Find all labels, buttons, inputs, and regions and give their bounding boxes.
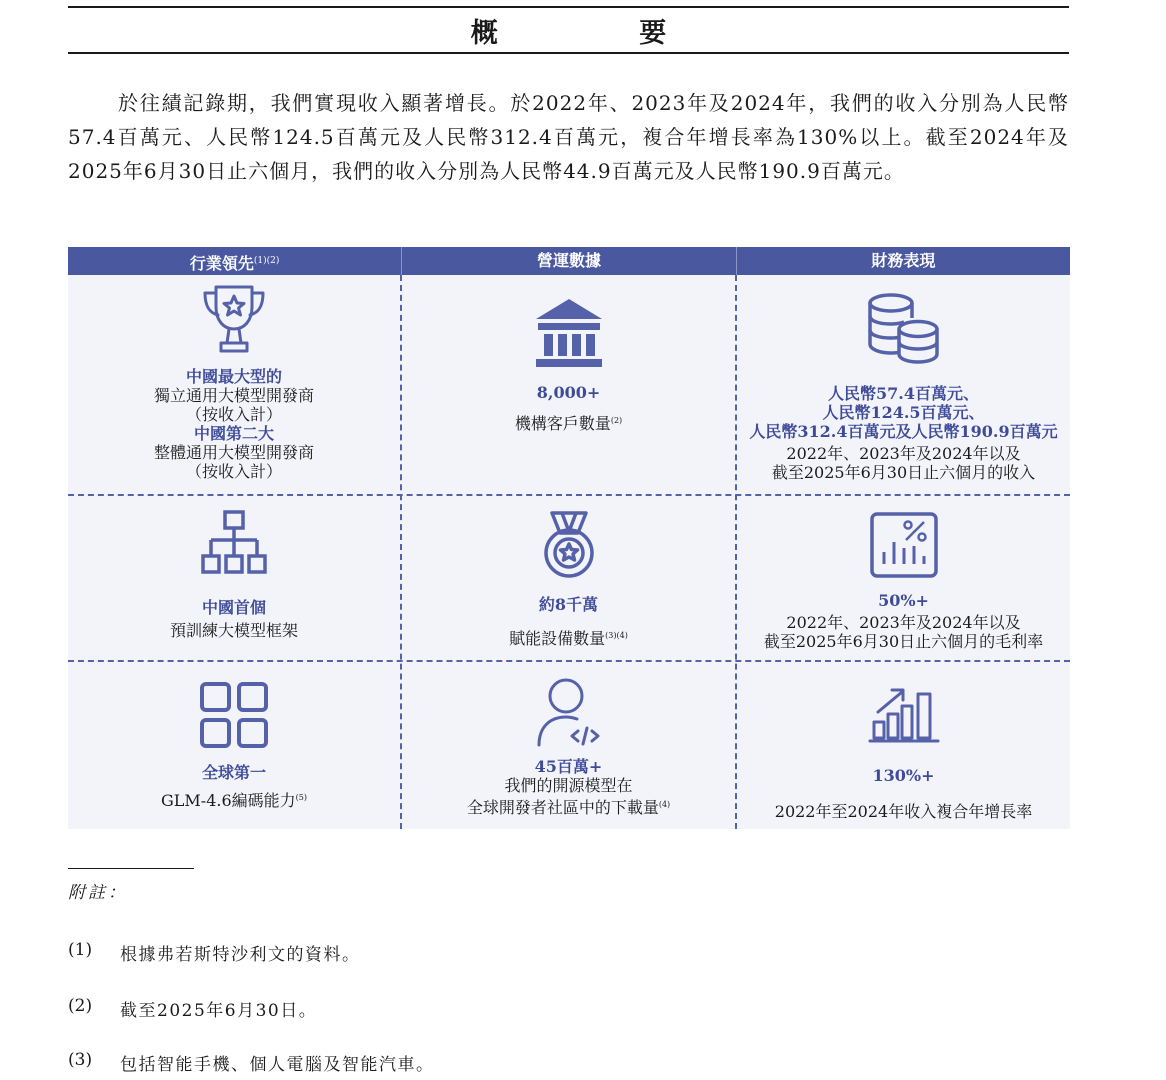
developer-icon (536, 677, 602, 747)
cell-largest-independent-developer (68, 283, 400, 481)
header-financial-performance: 財務表現 (871, 251, 936, 270)
coding-model: GLM-4.6編碼能力$^{(5)}$ (161, 791, 307, 810)
customer-label: 機構客戶數量$^{(2)}$ (514, 414, 623, 433)
margin-period: 2022年、2023年及2024年以及 (786, 613, 1021, 632)
margin-figure: 50%+ (878, 591, 929, 610)
cell-gross-margin (737, 512, 1070, 651)
rank-basis: （按收入計） (185, 462, 282, 481)
cell-revenue-cagr (737, 684, 1070, 821)
row-divider (68, 660, 1070, 662)
notes-label: 附註： (68, 883, 128, 903)
note-item (68, 996, 317, 1021)
margin-period: 截至2025年6月30日止六個月的毛利率 (763, 632, 1044, 651)
page-title-bar (68, 6, 1069, 54)
cell-first-pretraining-framework (68, 510, 400, 640)
note-item (68, 940, 361, 965)
framework-description: 預訓練大模型框架 (169, 621, 298, 640)
cell-institutional-customers (402, 297, 735, 433)
note-text: 截至2025年6月30日。 (120, 1001, 318, 1021)
highlights-panel (68, 247, 1070, 829)
revenue-figure: 人民幣57.4百萬元、 (828, 384, 979, 403)
cagr-description: 2022年至2024年收入複合年增長率 (774, 802, 1033, 821)
hierarchy-icon (201, 510, 267, 576)
revenue-figure: 人民幣312.4百萬元及人民幣190.9百萬元 (749, 422, 1058, 441)
note-item (68, 1050, 435, 1075)
notes-divider (68, 868, 194, 869)
downloads-count: 45百萬+ (534, 757, 603, 776)
revenue-period: 截至2025年6月30日止六個月的收入 (771, 463, 1036, 482)
revenue-figure: 人民幣124.5百萬元、 (822, 403, 985, 422)
note-text: 包括智能手機、個人電腦及智能汽車。 (120, 1055, 435, 1075)
rank-description: 整體通用大模型開發商 (153, 443, 314, 462)
framework-highlight: 中國首個 (201, 598, 266, 617)
cell-revenue (737, 292, 1070, 482)
devices-label: 賦能設備數量$^{(3)(4)}$ (509, 629, 628, 648)
cell-enabled-devices (402, 511, 735, 648)
medal-icon (540, 511, 598, 579)
row-divider (68, 494, 1070, 496)
institution-icon (534, 297, 604, 369)
rank-highlight: 中國最大型的 (185, 367, 282, 386)
note-number: (1) (68, 940, 93, 960)
rank-highlight: 中國第二大 (193, 424, 274, 443)
note-text: 根據弗若斯特沙利文的資料。 (120, 945, 361, 965)
rank-description: 獨立通用大模型開發商 (153, 386, 314, 405)
note-number: (3) (68, 1050, 93, 1070)
grid-icon (199, 681, 269, 749)
growth-chart-icon (868, 684, 940, 744)
intro-paragraph: 於往績記錄期，我們實現收入顯著增長。於2022年、2023年及2024年，我們的收入分別為人民幣57.4百萬元、人民幣124.5百萬元及人民幣312.4百萬元，複合年增長率為130%以上。截至2024年及2025年6月30日止六個月，我們的收入分別為人民幣44.9百萬元及人民幣190.9百萬元。 (68, 91, 1069, 183)
cell-open-source-downloads (402, 677, 735, 817)
trophy-icon (199, 283, 269, 357)
coding-rank: 全球第一 (201, 763, 266, 782)
devices-count: 約8千萬 (538, 595, 599, 614)
revenue-period: 2022年、2023年及2024年以及 (786, 444, 1021, 463)
page-title: 概 要 (470, 17, 733, 49)
header-operating-data: 營運數據 (402, 247, 736, 275)
header-industry-leading: 行業領先$^{(1)(2)}$ (68, 247, 402, 275)
panel-header (68, 247, 1070, 275)
downloads-description: 我們的開源模型在 (504, 776, 633, 795)
note-number: (2) (68, 996, 93, 1016)
cagr-figure: 130%+ (872, 766, 935, 785)
rank-basis: （按收入計） (185, 405, 282, 424)
percent-chart-icon (870, 512, 938, 578)
cell-coding-capability (68, 681, 400, 810)
coins-icon (867, 292, 941, 364)
downloads-description: 全球開發者社區中的下載量$^{(4)}$ (466, 798, 671, 817)
customer-count: 8,000+ (536, 383, 601, 402)
